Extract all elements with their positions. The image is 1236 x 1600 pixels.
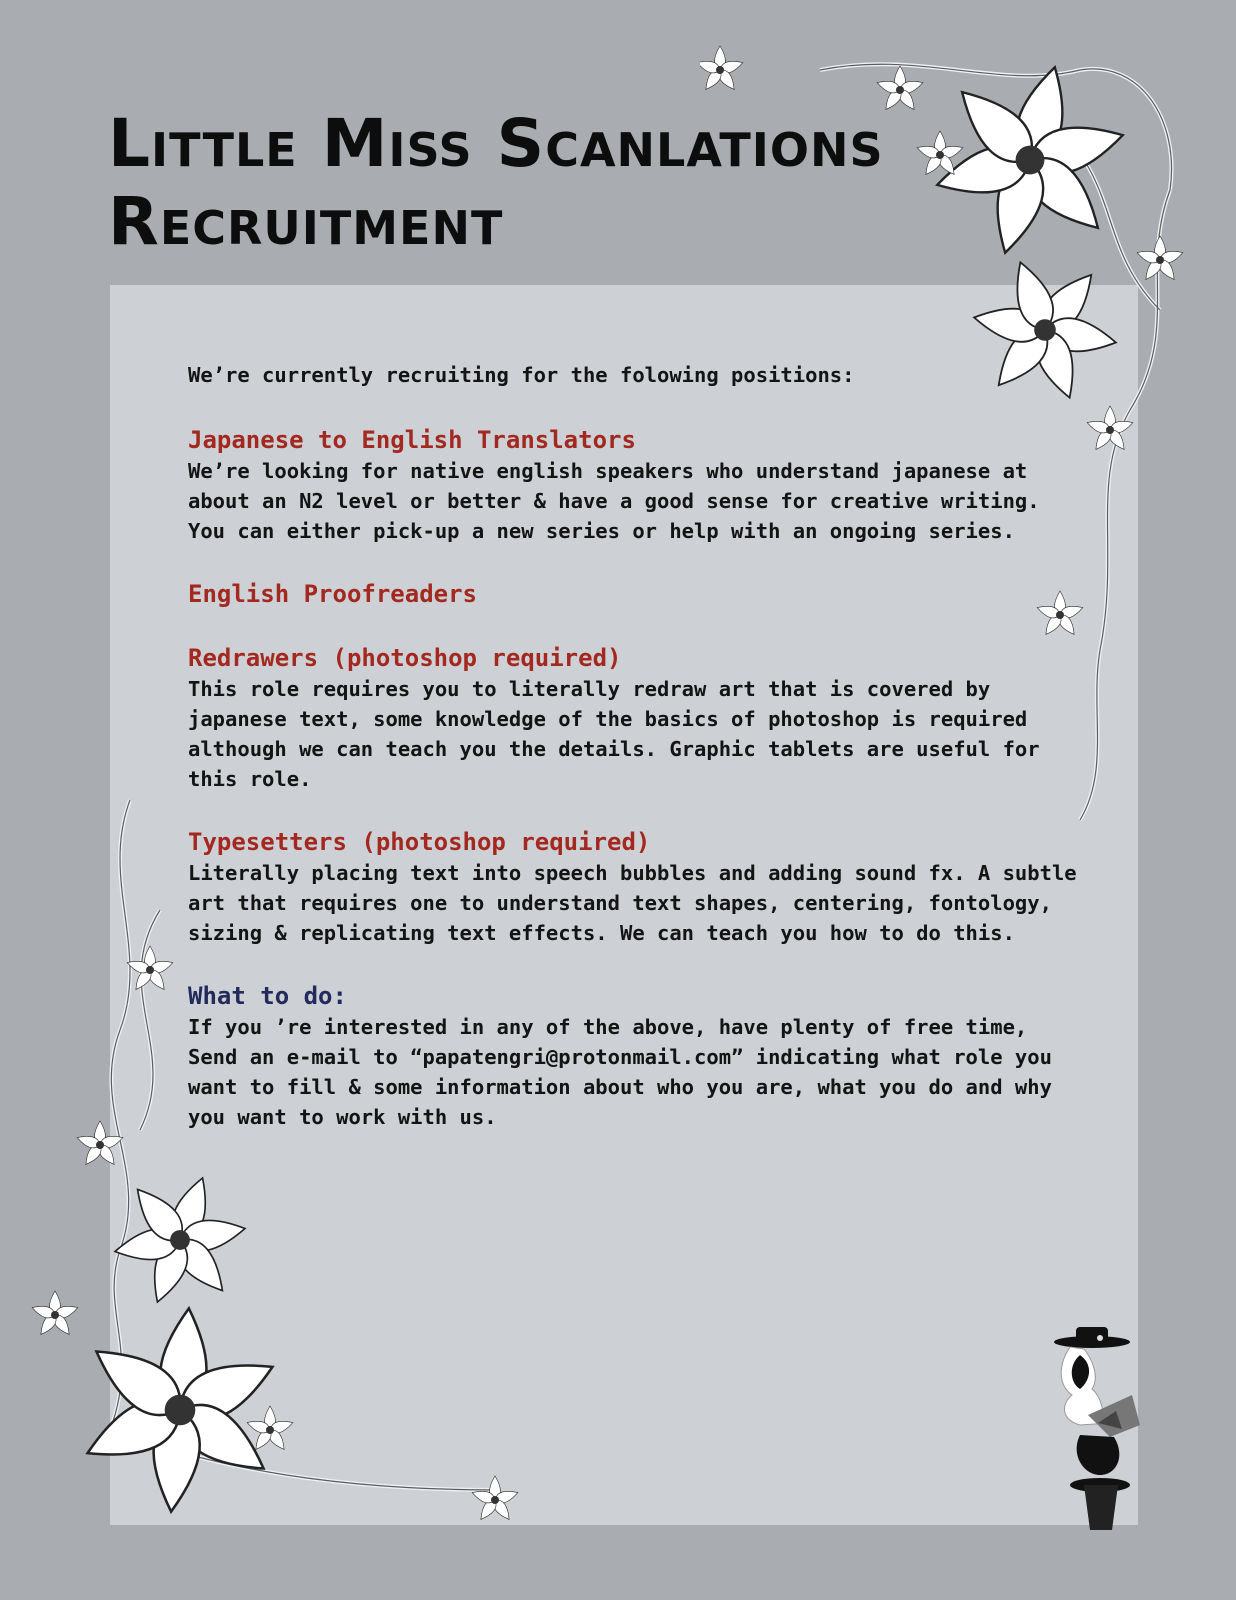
- section-heading: Typesetters (photoshop required): [188, 828, 651, 856]
- section-body: This role requires you to literally redraw art that is covered by japanese text, some knowledge of the basics of photoshop is required although we can teach you the details. Graphic tablets are useful for this role.: [188, 677, 1040, 791]
- section-heading: Redrawers (photoshop required): [188, 644, 622, 672]
- section-heading: Japanese to English Translators: [188, 426, 636, 454]
- intro-text: We’re currently recruiting for the folowing positions:: [188, 363, 855, 387]
- section-body: We’re looking for native english speakers who understand japanese at about an N2 level or better & have a good sense for creative writing. You can either pick-up a new series or help with an ongoing series.: [188, 459, 1040, 543]
- section-typesetters: [188, 826, 1088, 948]
- section-proofreaders: [188, 578, 1088, 610]
- section-body: If you ’re interested in any of the above, have plenty of free time, Send an e-mail to “papatengri@protonmail.com” indicating what role you want to fill & some information about who you are, what you do and why you want to work with us.: [188, 1015, 1052, 1129]
- section-heading: What to do:: [188, 982, 347, 1010]
- section-what-to-do: [188, 980, 1088, 1132]
- section-heading: English Proofreaders: [188, 580, 477, 608]
- title-line-2: Recruitment: [108, 183, 504, 260]
- section-translators: [188, 424, 1088, 546]
- section-body: Literally placing text into speech bubbles and adding sound fx. A subtle art that requires one to understand text shapes, centering, fontology, sizing & replicating text effects. We can teach you how to do this.: [188, 861, 1077, 945]
- recruitment-content: [188, 360, 1088, 1164]
- section-redrawers: [188, 642, 1088, 794]
- title-line-1: Little Miss Scanlations: [108, 105, 884, 182]
- magician-girl-silhouette-logo: [1040, 1325, 1160, 1535]
